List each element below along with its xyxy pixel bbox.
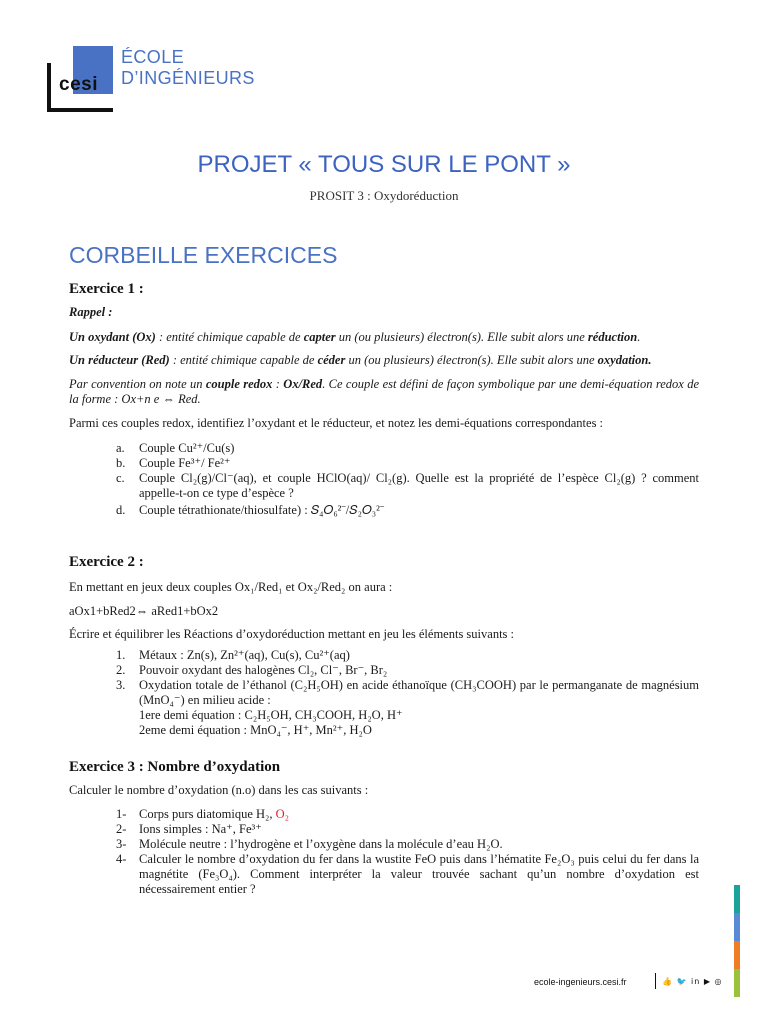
ex3-intro: Calculer le nombre d’oxydation (n.o) dans les cas suivants : bbox=[69, 783, 369, 797]
color-bar-teal bbox=[734, 885, 740, 913]
footer-url[interactable]: ecole-ingenieurs.cesi.fr bbox=[534, 977, 627, 987]
color-bar-green bbox=[734, 969, 740, 997]
list-item: a. Couple Cu²⁺/Cu(s) bbox=[116, 441, 235, 455]
page-subtitle: PROSIT 3 : Oxydoréduction bbox=[309, 188, 459, 203]
social-icons[interactable]: 👍 🐦 in ▶ ◎ bbox=[662, 977, 723, 986]
ex1-convention: Par convention on note un couple redox : Ox/Red. Ce couple est défini de façon symbolique par une demi-équation redox de la forme : Ox+n e ⇔ Red. bbox=[69, 377, 699, 406]
ex1-oxydant-def: Un oxydant (Ox) : entité chimique capable de capter un (ou plusieurs) électron(s). Elle subit alors une réduction. bbox=[69, 330, 641, 344]
ex3-list bbox=[69, 807, 699, 897]
list-item: 2- Ions simples : Na⁺, Fe³⁺ bbox=[116, 822, 262, 836]
ex2-intro: En mettant en jeux deux couples Ox₁/Red₁ et Ox₂/Red₂ on aura : bbox=[69, 580, 393, 594]
color-bar-blue bbox=[734, 913, 740, 941]
list-item: c. Couple Cl₂(g)/Cl⁻(aq), et couple HClO(aq)/ Cl₂(g). Quelle est la propriété de l’espèce Cl₂(g) ? comment appelle-t-on ce type d’espèce ? bbox=[116, 471, 699, 500]
ex2-demi1: 1ere demi équation : C₂H₅OH, CH₃COOH, H₂O, H⁺ bbox=[139, 708, 403, 722]
ex1-list bbox=[69, 441, 699, 518]
oxydant-term: Un oxydant (Ox) bbox=[69, 330, 156, 344]
page-title: PROJET « TOUS SUR LE PONT » bbox=[197, 151, 571, 178]
ex3-heading: Exercice 3 : Nombre d’oxydation bbox=[69, 759, 281, 775]
list-item: 1. Métaux : Zn(s), Zn²⁺(aq), Cu(s), Cu²⁺(aq) bbox=[116, 648, 350, 662]
logo-bracket-vertical bbox=[47, 63, 51, 112]
reducteur-term: Un réducteur (Red) bbox=[69, 353, 170, 367]
list-item: 3- Molécule neutre : l’hydrogène et l’oxygène dans la molécule d’eau H₂O. bbox=[116, 837, 503, 851]
list-item: 4- Calculer le nombre d’oxydation du fer dans la wustite FeO puis dans l’hématite Fe₂O₃ puis celui du fer dans la magnétite (Fe₃O₄). Comment interpréter la valeur trouvée sachant qu’un nombre d’oxydation est nécessairement entier ? bbox=[116, 852, 699, 896]
list-item: 3. Oxydation totale de l’éthanol (C₂H₅OH) en acide éthanoïque (CH₃COOH) par le permanganate de magnésium (MnO₄⁻) en milieu acide : bbox=[116, 678, 699, 707]
ex1-intro: Parmi ces couples redox, identifiez l’oxydant et le réducteur, et notez les demi-équations correspondantes : bbox=[69, 416, 604, 430]
rappel-label: Rappel : bbox=[69, 305, 113, 319]
logo-line1: ÉCOLE bbox=[121, 47, 185, 67]
ex2-demi2: 2eme demi équation : MnO₄⁻, H⁺, Mn²⁺, H₂O bbox=[139, 723, 372, 737]
ex2-instruction: Écrire et équilibrer les Réactions d’oxydoréduction mettant en jeu les éléments suivants : bbox=[69, 627, 515, 641]
ex2-equation: aOx1+bRed2⇔ aRed1+bOx2 bbox=[69, 604, 219, 618]
ex2-heading: Exercice 2 : bbox=[69, 554, 144, 570]
ex1-reducteur-def: Un réducteur (Red) : entité chimique capable de céder un (ou plusieurs) électron(s). Elle subit alors une oxydation. bbox=[69, 353, 652, 367]
list-item: d. Couple tétrathionate/thiosulfate) : 𝑆₄𝑂₆²⁻/𝑆₂𝑂₃²⁻ bbox=[116, 503, 385, 517]
logo-line2: D’INGÉNIEURS bbox=[121, 68, 255, 88]
color-bar-orange bbox=[734, 941, 740, 969]
list-item: b. Couple Fe³⁺/ Fe²⁺ bbox=[116, 456, 231, 470]
logo-bracket-horizontal bbox=[47, 108, 113, 112]
section-heading: CORBEILLE EXERCICES bbox=[69, 242, 338, 268]
logo-school-name bbox=[121, 47, 255, 89]
ex2-list bbox=[69, 648, 699, 738]
ex1-heading: Exercice 1 : bbox=[69, 281, 144, 297]
ex1-rappel bbox=[69, 305, 699, 320]
list-item: 2. Pouvoir oxydant des halogènes Cl₂, Cl⁻, Br⁻, Br₂ bbox=[116, 663, 388, 677]
list-item: 1- Corps purs diatomique H₂, O₂ bbox=[116, 807, 290, 821]
logo-cesi-text: cesi bbox=[59, 74, 98, 95]
footer-separator bbox=[655, 973, 656, 989]
